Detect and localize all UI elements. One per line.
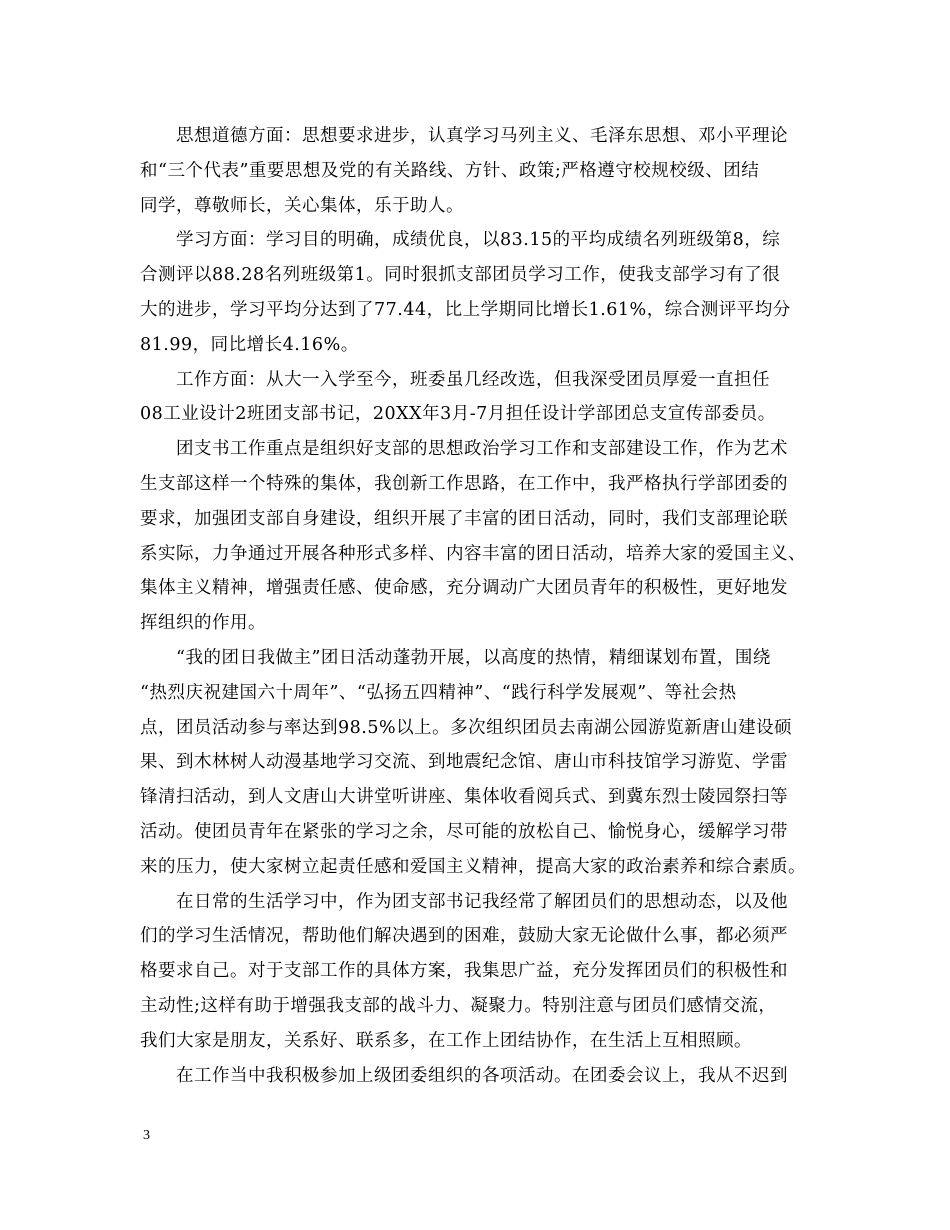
paragraph-line: 要求，加强团支部自身建设，组织开展了丰富的团日活动，同时，我们支部理论联 bbox=[140, 508, 788, 529]
paragraph-activities bbox=[140, 641, 820, 885]
paragraph-daily-life bbox=[140, 885, 820, 1059]
document-body bbox=[140, 119, 820, 1093]
paragraph-moral bbox=[140, 119, 820, 223]
paragraph-line: “热烈庆祝建国六十周年”、“弘扬五四精神”、“践行科学发展观”、等社会热 bbox=[140, 682, 737, 703]
paragraph-line: 在工作当中我积极参加上级团委组织的各项活动。在团委会议上，我从不迟到 bbox=[176, 1065, 788, 1086]
paragraph-line: 主动性;这样有助于增强我支部的战斗力、凝聚力。特别注意与团员们感情交流， bbox=[140, 995, 777, 1016]
paragraph-line: 团支书工作重点是组织好支部的思想政治学习工作和支部建设工作，作为艺术 bbox=[176, 439, 788, 460]
paragraph-line: 锋清扫活动，到人文唐山大讲堂听讲座、集体收看阅兵式、到冀东烈士陵园祭扫等 bbox=[140, 787, 788, 808]
paragraph-line: 系实际，力争通过开展各种形式多样、内容丰富的团日活动，培养大家的爱国主义、 bbox=[140, 543, 806, 564]
paragraph-line: 08工业设计2班团支部书记，20XX年3月-7月担任设计学部团总支宣传部委员。 bbox=[140, 404, 776, 425]
paragraph-line: 活动。使团员青年在紧张的学习之余，尽可能的放松自己、愉悦身心，缓解学习带 bbox=[140, 821, 788, 842]
paragraph-line: 生支部这样一个特殊的集体，我创新工作思路，在工作中，我严格执行学部团委的 bbox=[140, 473, 788, 494]
paragraph-league-secretary bbox=[140, 432, 820, 641]
paragraph-line: 思想道德方面：思想要求进步，认真学习马列主义、毛泽东思想、邓小平理论 bbox=[176, 126, 788, 146]
paragraph-line: 们的学习生活情况，帮助他们解决遇到的困难，鼓励大家无论做什么事，都必须严 bbox=[140, 926, 788, 947]
paragraph-line: 81.99，同比增长4.16%。 bbox=[140, 334, 359, 355]
paragraph-line: 工作方面：从大一入学至今，班委虽几经改选，但我深受团员厚爱一直担任 bbox=[176, 369, 770, 390]
page-number: 3 bbox=[143, 1128, 150, 1143]
paragraph-study bbox=[140, 223, 820, 362]
paragraph-line: 集体主义精神，增强责任感、使命感，充分调动广大团员青年的积极性，更好地发 bbox=[140, 578, 788, 599]
paragraph-line: 格要求自己。对于支部工作的具体方案，我集思广益，充分发挥团员们的积极性和 bbox=[140, 961, 788, 982]
paragraph-line: 我们大家是朋友，关系好、联系多，在工作上团结协作，在生活上互相照顾。 bbox=[140, 1030, 752, 1051]
paragraph-line: 合测评以88.28名列班级第1。同时狠抓支部团员学习工作，使我支部学习有了很 bbox=[140, 265, 781, 286]
paragraph-line: 同学，尊敬师长，关心集体，乐于助人。 bbox=[140, 195, 464, 216]
paragraph-line: 来的压力，使大家树立起责任感和爱国主义精神，提高大家的政治素养和综合素质。 bbox=[140, 856, 806, 877]
paragraph-line: 挥组织的作用。 bbox=[140, 613, 266, 634]
paragraph-line: 学习方面：学习目的明确，成绩优良，以83.15的平均成绩名列班级第8，综 bbox=[176, 230, 781, 251]
paragraph-line: 果、到木林树人动漫基地学习交流、到地震纪念馆、唐山市科技馆学习游览、学雷 bbox=[140, 752, 788, 773]
paragraph-line: “我的团日我做主”团日活动蓬勃开展，以高度的热情，精细谋划布置，围绕 bbox=[176, 647, 771, 668]
paragraph-line: 和“三个代表”重要思想及党的有关路线、方针、政策;严格遵守校规校级、团结 bbox=[140, 160, 760, 181]
paragraph-work bbox=[140, 363, 820, 433]
paragraph-meetings bbox=[140, 1059, 820, 1094]
paragraph-line: 点，团员活动参与率达到98.5%以上。多次组织团员去南湖公园游览新唐山建设硕 bbox=[140, 717, 793, 738]
paragraph-line: 在日常的生活学习中，作为团支部书记我经常了解团员们的思想动态，以及他 bbox=[176, 891, 788, 912]
paragraph-line: 大的进步，学习平均分达到了77.44，比上学期同比增长1.61%，综合测评平均分 bbox=[140, 299, 791, 320]
